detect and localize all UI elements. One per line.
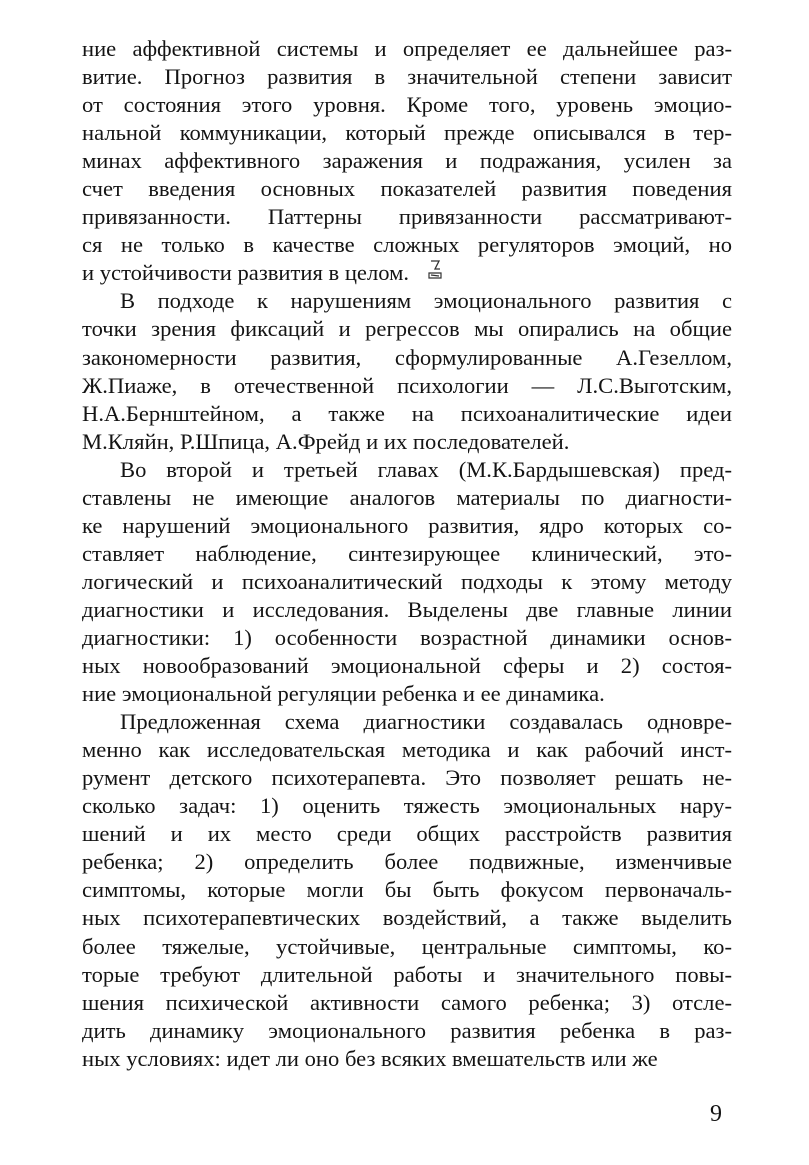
text-line: более тяжелые, устойчивые, центральные симптомы, ко- <box>82 933 732 959</box>
text-line: диагностики и исследования. Выделены две главные линии <box>82 596 732 622</box>
paragraph-4 <box>82 708 732 1073</box>
text-line: витие. Прогноз развития в значительной степени зависит <box>82 64 732 90</box>
text-line: Во второй и третьей главах (М.К.Бардышевская) пред- <box>120 456 732 482</box>
text-line: ставляет наблюдение, синтезирующее клинический, это- <box>82 540 732 566</box>
text-line: ных условиях: идет ли оно без всяких вмешательств или же <box>82 1045 658 1071</box>
text-line: шений и их место среди общих расстройств развития <box>82 821 732 847</box>
text-line: ке нарушений эмоционального развития, ядро которых со- <box>82 512 732 538</box>
text-line: ных психотерапевтических воздействий, а также выделить <box>82 905 732 931</box>
text-line: Предложенная схема диагностики создавалась одновре- <box>120 709 732 735</box>
body-text <box>82 35 732 1073</box>
text-line: румент детского психотерапевта. Это позволяет решать не- <box>82 765 732 791</box>
text-line: ребенка; 2) определить более подвижные, изменчивые <box>82 849 732 875</box>
paragraph-1 <box>82 35 732 287</box>
text-line: сколько задач: 1) оценить тяжесть эмоциональных нару- <box>82 793 732 819</box>
text-line: диагностики: 1) особенности возрастной динамики основ- <box>82 624 732 650</box>
text-line: счет введения основных показателей развития поведения <box>82 176 732 202</box>
text-line: привязанности. Паттерны привязанности рассматривают- <box>82 204 732 230</box>
text-line: ние аффективной системы и определяет ее дальнейшее раз- <box>82 36 732 61</box>
page-number: 9 <box>710 1101 722 1127</box>
text-line: В подходе к нарушениям эмоционального развития с <box>120 288 732 314</box>
text-line: ние эмоциональной регуляции ребенка и ее динамика. <box>82 681 605 707</box>
text-line: точки зрения фиксаций и регрессов мы опирались на общие <box>82 316 732 342</box>
scan-mark-icon <box>427 259 443 288</box>
text-line: М.Кляйн, Р.Шпица, А.Фрейд и их последователей. <box>82 428 570 454</box>
text-line: и устойчивости развития в целом. <box>82 259 732 287</box>
text-line: ставлены не имеющие аналогов материалы по диагности- <box>82 484 732 510</box>
text-line: ных новообразований эмоциональной сферы и 2) состоя- <box>82 653 732 679</box>
text-line: от состояния этого уровня. Кроме того, уровень эмоцио- <box>82 92 732 118</box>
text-line: закономерности развития, сформулированные А.Гезеллом, <box>82 344 732 370</box>
text-line: Н.А.Бернштейном, а также на психоаналитические идеи <box>82 400 732 426</box>
text-line: Ж.Пиаже, в отечественной психологии — Л.С.Выготским, <box>82 372 732 398</box>
text-line: логический и психоаналитический подходы к этому методу <box>82 568 732 594</box>
text-line: симптомы, которые могли бы быть фокусом первоначаль- <box>82 877 732 903</box>
text-line: минах аффективного заражения и подражания, усилен за <box>82 148 732 174</box>
text-line: нальной коммуникации, который прежде описывался в тер- <box>82 120 732 146</box>
paragraph-2 <box>82 287 732 455</box>
text-line: шения психической активности самого ребенка; 3) отсле- <box>82 989 732 1015</box>
text-line: менно как исследовательская методика и как рабочий инст- <box>82 737 732 763</box>
text-line: дить динамику эмоционального развития ребенка в раз- <box>82 1017 732 1043</box>
text-line: ся не только в качестве сложных регуляторов эмоций, но <box>82 232 732 258</box>
text-line: торые требуют длительной работы и значительного повы- <box>82 961 732 987</box>
paragraph-3 <box>82 456 732 708</box>
